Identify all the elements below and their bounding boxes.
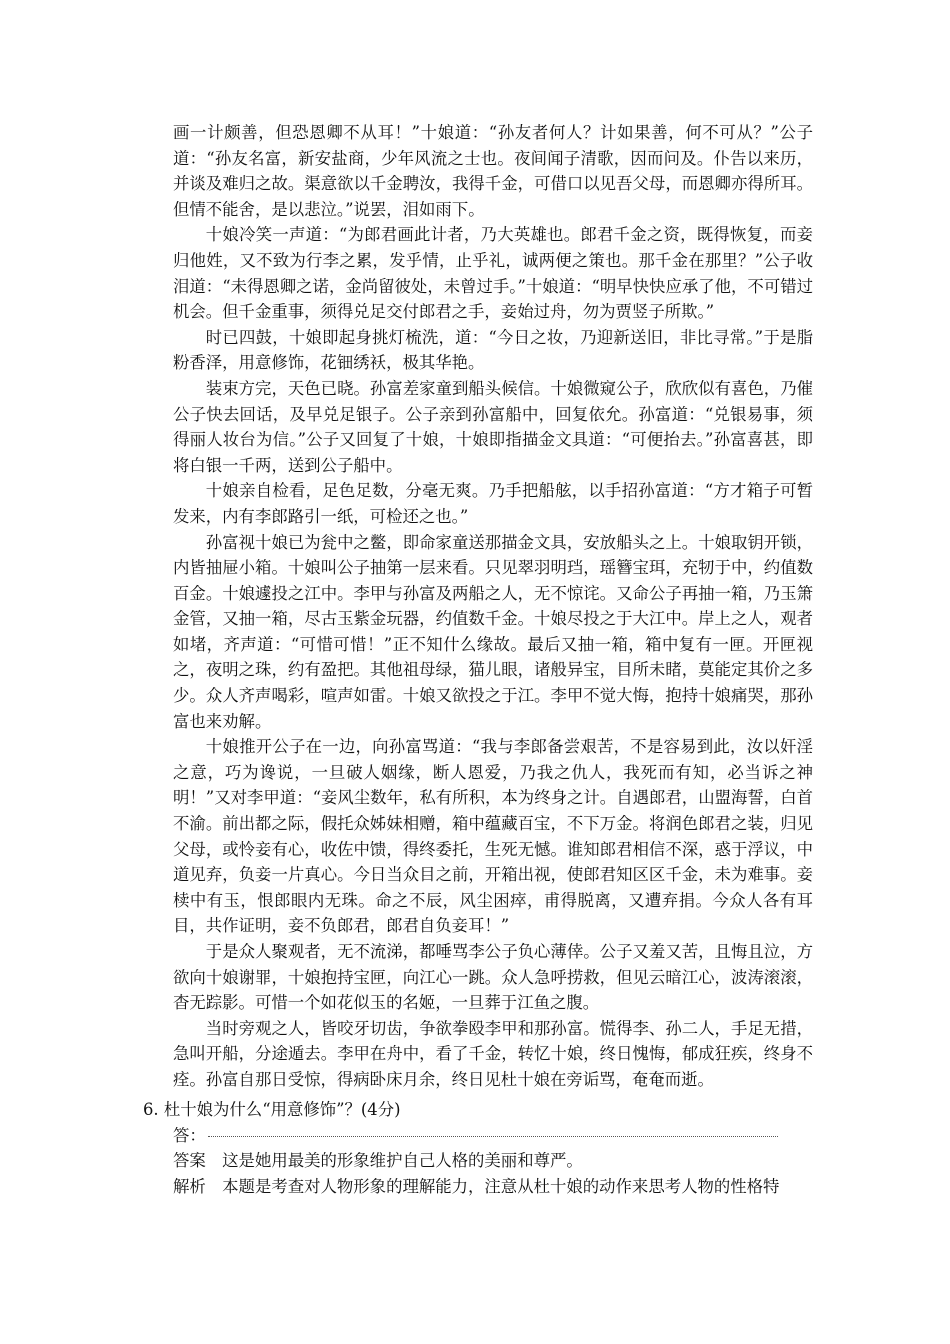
passage	[173, 120, 813, 1093]
passage-paragraph-9: 当时旁观之人，皆咬牙切齿，争欲拳殴李甲和那孙富。慌得李、孙二人，手足无措，急叫开船，分途遁去。李甲在舟中，看了千金，转忆十娘，终日愧悔，郁成狂疾，终身不痊。孙富自那日受惊，得病卧床月余，终日见杜十娘在旁诟骂，奄奄而逝。	[173, 1018, 813, 1089]
answer-prompt: 答：	[173, 1125, 206, 1145]
question-6	[143, 1097, 813, 1199]
passage-paragraph-2: 十娘冷笑一声道：“为郎君画此计者，乃大英雄也。郎君千金之资，既得恢复，而妾归他姓，又不致为行李之累，发乎情，止乎礼，诚两便之策也。那千金在那里？”公子收泪道：“未得恩卿之诺，金尚留彼处，未曾过手。”十娘道：“明早快快应承了他，不可错过机会。但千金重事，须得兑足交付郎君之手，妾始过舟，勿为贾竖子所欺。”	[173, 225, 813, 322]
analysis-line	[143, 1174, 813, 1200]
passage-paragraph-5: 十娘亲自检看，足色足数，分毫无爽。乃手把船舷，以手招孙富道：“方才箱子可暂发来，内有李郎路引一纸，可检还之也。”	[173, 481, 813, 526]
question-text: 杜十娘为什么“用意修饰”？(4分)	[163, 1100, 401, 1119]
passage-paragraph-1: 画一计颇善，但恐恩卿不从耳！”十娘道：“孙友者何人？计如果善，何不可从？”公子道：“孙友名富，新安盐商，少年风流之士也。夜间闻子清歌，因而问及。仆告以来历，并谈及难归之故。渠意欲以千金聘汝，我得千金，可借口以见吾父母，而恩卿亦得所耳。但情不能舍，是以悲泣。”说罢，泪如雨下。	[173, 123, 813, 219]
passage-paragraph-7: 十娘推开公子在一边，向孙富骂道：“我与李郎备尝艰苦，不是容易到此，汝以奸淫之意，巧为谗说，一旦破人姻缘，断人恩爱，乃我之仇人，我死而有知，必当诉之神明！”又对李甲道：“妾风尘数年，私有所积，本为终身之计。自遇郎君，山盟海誓，白首不渝。前出都之际，假托众姊妹相赠，箱中蕴藏百宝，不下万金。将润色郎君之装，归见父母，或怜妾有心，收佐中馈，得终委托，生死无憾。谁知郎君相信不深，惑于浮议，中道见弃，负妾一片真心。今日当众目之前，开箱出视，使郎君知区区千金，未为难事。妾椟中有玉，恨郎眼内无珠。命之不辰，风尘困瘁，甫得脱离，又遭弃捐。今众人各有耳目，共作证明，妾不负郎君，郎君自负妾耳！”	[173, 737, 813, 936]
passage-paragraph-3: 时已四鼓，十娘即起身挑灯梳洗，道：“今日之妆，乃迎新送旧，非比寻常。”于是脂粉香泽，用意修饰，花钿绣袄，极其华艳。	[173, 327, 813, 373]
question-stem	[143, 1097, 813, 1123]
passage-paragraph-6: 孙富视十娘已为瓮中之鳖，即命家童送那描金文具，安放船头之上。十娘取钥开锁，内皆抽屉小箱。十娘叫公子抽第一层来看。只见翠羽明珰，瑶簪宝珥，充牣于中，约值数百金。十娘遽投之江中。李甲与孙富及两船之人，无不惊诧。又命公子再抽一箱，乃玉箫金管，又抽一箱，尽古玉紫金玩器，约值数千金。十娘尽投之于大江中。岸上之人，观者如堵，齐声道：“可惜可惜！”正不知什么缘故。最后又抽一箱，箱中复有一匣。开匣视之，夜明之珠，约有盈把。其他祖母绿，猫儿眼，诸般异宝，目所未睹，莫能定其价之多少。众人齐声喝彩，喧声如雷。十娘又欲投之于江。李甲不觉大悔，抱持十娘痛哭，那孙富也来劝解。	[173, 532, 813, 731]
answer-blank[interactable]	[208, 1135, 778, 1137]
analysis-label: 解析	[173, 1176, 206, 1196]
answer-line	[143, 1148, 813, 1174]
passage-paragraph-8: 于是众人聚观者，无不流涕，都唾骂李公子负心薄倖。公子又羞又苦，且悔且泣，方欲向十娘谢罪，十娘抱持宝匣，向江心一跳。众人急呼捞救，但见云暗江心，波涛滚滚，杳无踪影。可惜一个如花似玉的名姬，一旦葬于江鱼之腹。	[173, 942, 813, 1013]
answer-text: 这是她用最美的形象维护自己人格的美丽和尊严。	[222, 1151, 583, 1171]
passage-paragraph-4: 装束方完，天色已晓。孙富差家童到船头候信。十娘微窥公子，欣欣似有喜色，乃催公子快去回话，及早兑足银子。公子亲到孙富船中，回复依允。孙富道：“兑银易事，须得丽人妆台为信。”公子又回复了十娘，十娘即指描金文具道：“可便抬去。”孙富喜甚，即将白银一千两，送到公子船中。	[173, 378, 813, 475]
answer-label: 答案	[173, 1151, 206, 1171]
analysis-text: 本题是考查对人物形象的理解能力，注意从杜十娘的动作来思考人物的性格特	[222, 1176, 780, 1196]
answer-blank-line	[143, 1123, 813, 1149]
question-number: 6.	[143, 1100, 159, 1119]
